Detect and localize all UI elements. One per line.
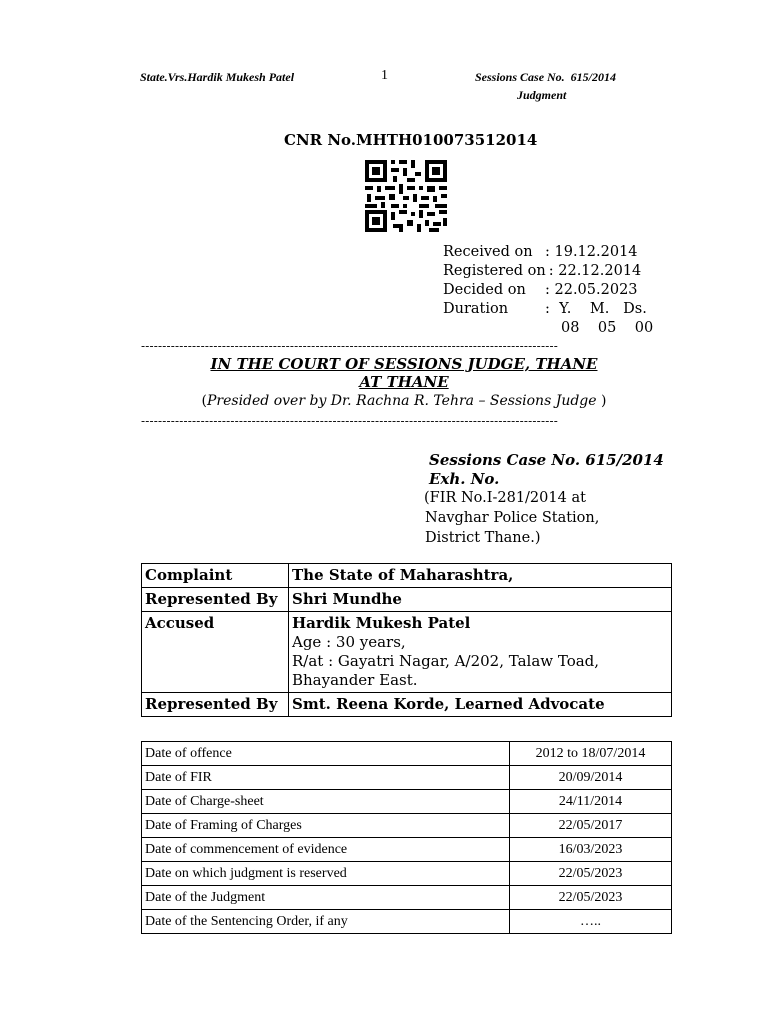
header-right-case: Sessions Case No. 615/2014 [475, 70, 617, 84]
represented-by-label: Represented By [142, 693, 289, 717]
table-row [142, 886, 672, 910]
court-line-2: AT THANE [359, 373, 449, 391]
accused-label: Accused [142, 612, 289, 693]
header-right-judgment: Judgment [517, 88, 567, 102]
decided-on-value: : 22.05.2023 [545, 282, 638, 298]
date-value: 16/03/2023 [510, 838, 672, 862]
fir-line-1: (FIR No.I-281/2014 at [424, 490, 586, 506]
date-value: 2012 to 18/07/2014 [510, 742, 672, 766]
registered-on-row [443, 262, 653, 281]
header-left: State.Vrs.Hardik Mukesh Patel [140, 70, 295, 84]
received-on-label: Received on [443, 244, 533, 260]
table-row [142, 588, 672, 612]
represented-by-value: Smt. Reena Korde, Learned Advocate [289, 693, 672, 717]
date-label: Date of the Sentencing Order, if any [142, 910, 510, 934]
parties-table [141, 563, 672, 717]
complaint-label: Complaint [142, 564, 289, 588]
received-on-row [443, 243, 653, 262]
accused-name: Hardik Mukesh Patel [292, 614, 471, 632]
presided-text: Presided over by Dr. Rachna R. Tehra – Sessions Judge [207, 393, 601, 409]
table-row [142, 862, 672, 886]
date-value: 20/09/2014 [510, 766, 672, 790]
duration-numbers: 08 05 00 [561, 320, 654, 336]
accused-details [289, 612, 672, 693]
separator-top: -------------------------------------------------------------------------------------------------- [141, 339, 558, 353]
received-on-value: : 19.12.2014 [545, 244, 638, 260]
date-label: Date of FIR [142, 766, 510, 790]
date-value: 22/05/2023 [510, 862, 672, 886]
represented-by-label: Represented By [142, 588, 289, 612]
duration-units: : Y. M. Ds. [545, 301, 647, 317]
table-row [142, 910, 672, 934]
sessions-case-number: Sessions Case No. 615/2014 [429, 451, 664, 469]
date-value: 22/05/2023 [510, 886, 672, 910]
dates-table [141, 741, 672, 934]
page-number: 1 [381, 68, 388, 83]
case-block [429, 451, 664, 488]
duration-label: Duration [443, 301, 509, 317]
court-line-1: IN THE COURT OF SESSIONS JUDGE, THANE [210, 355, 598, 373]
duration-numbers-row [443, 319, 653, 338]
date-value: ….. [510, 910, 672, 934]
date-value: 24/11/2014 [510, 790, 672, 814]
registered-on-label: Registered on [443, 263, 546, 279]
table-row [142, 766, 672, 790]
fir-line-3: District Thane.) [425, 530, 541, 546]
represented-by-value: Shri Mundhe [289, 588, 672, 612]
table-row [142, 790, 672, 814]
table-row [142, 564, 672, 588]
cnr-number: CNR No.MHTH010073512014 [284, 131, 538, 149]
table-row [142, 838, 672, 862]
accused-address-2: Bhayander East. [292, 671, 418, 689]
accused-address-1: R/at : Gayatri Nagar, A/202, Talaw Toad, [292, 652, 600, 670]
accused-age: Age : 30 years, [292, 633, 406, 651]
date-value: 22/05/2017 [510, 814, 672, 838]
date-label: Date of the Judgment [142, 886, 510, 910]
date-label: Date on which judgment is reserved [142, 862, 510, 886]
complaint-value: The State of Maharashtra, [289, 564, 672, 588]
date-label: Date of Framing of Charges [142, 814, 510, 838]
court-heading [141, 355, 667, 409]
date-label: Date of offence [142, 742, 510, 766]
table-row [142, 742, 672, 766]
decided-on-label: Decided on [443, 282, 526, 298]
table-row [142, 612, 672, 693]
fir-details [425, 488, 599, 548]
date-label: Date of Charge-sheet [142, 790, 510, 814]
date-label: Date of commencement of evidence [142, 838, 510, 862]
qr-code-icon [363, 158, 449, 238]
decided-on-row [443, 281, 653, 300]
presided-over: (Presided over by Dr. Rachna R. Tehra – Sessions Judge ) [201, 393, 607, 409]
separator-bottom: -------------------------------------------------------------------------------------------------- [141, 414, 558, 428]
table-row [142, 693, 672, 717]
fir-line-2: Navghar Police Station, [425, 510, 600, 526]
duration-row [443, 300, 653, 319]
registered-on-value: : 22.12.2014 [548, 263, 642, 279]
exhibit-number: Exh. No. [429, 470, 500, 488]
case-dates-block [443, 243, 653, 338]
table-row [142, 814, 672, 838]
